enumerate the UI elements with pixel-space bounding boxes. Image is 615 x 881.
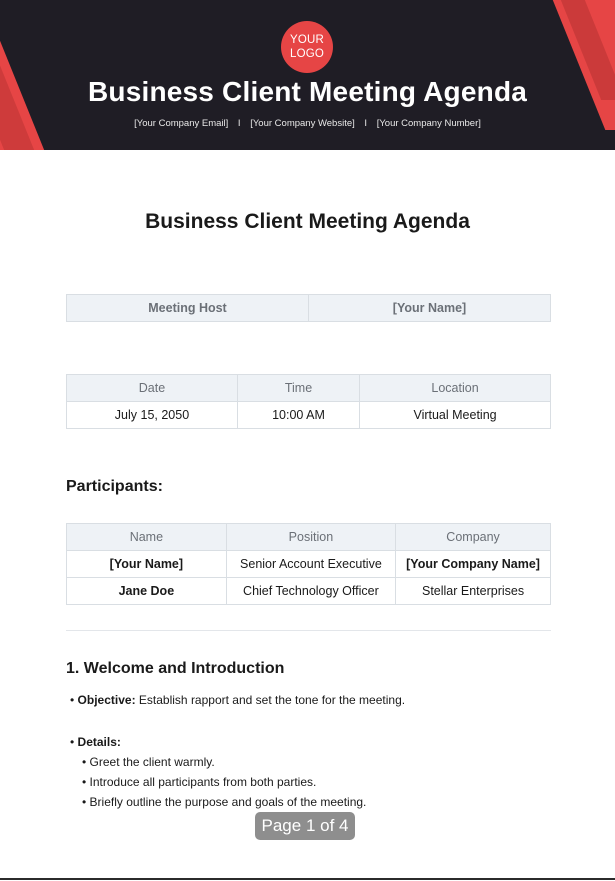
table-row: [67, 551, 551, 578]
separator: I: [364, 118, 368, 129]
table-row: [67, 295, 551, 322]
list-item: [82, 795, 366, 809]
bullet-icon: •: [82, 775, 87, 789]
bullet-icon: •: [82, 755, 87, 769]
column-header-time: Time: [237, 375, 359, 402]
separator: I: [237, 118, 241, 129]
detail-text: Introduce all participants from both parties.: [89, 775, 317, 789]
column-header-company: Company: [396, 524, 551, 551]
bullet-icon: •: [70, 693, 75, 707]
meeting-date: July 15, 2050: [67, 402, 238, 429]
meeting-location: Virtual Meeting: [360, 402, 551, 429]
meeting-host-table: [66, 294, 551, 322]
section-heading-welcome: 1. Welcome and Introduction: [66, 660, 285, 677]
meeting-info-table: [66, 374, 551, 429]
document-title: Business Client Meeting Agenda: [145, 210, 470, 233]
header-banner: [0, 0, 615, 150]
logo-text-line1: YOUR: [289, 34, 325, 46]
company-number: [Your Company Number]: [376, 118, 481, 129]
participant-company: Stellar Enterprises: [396, 578, 551, 605]
logo-text-line2: LOGO: [289, 48, 325, 60]
objective-text: Establish rapport and set the tone for the meeting.: [135, 693, 406, 707]
table-header-row: [67, 375, 551, 402]
participant-name: [Your Name]: [67, 551, 227, 578]
column-header-date: Date: [67, 375, 238, 402]
section-divider: [66, 630, 551, 631]
detail-text: Briefly outline the purpose and goals of the meeting.: [89, 795, 367, 809]
table-row: [67, 578, 551, 605]
column-header-location: Location: [360, 375, 551, 402]
participant-position: Chief Technology Officer: [226, 578, 395, 605]
company-email: [Your Company Email]: [134, 118, 229, 129]
banner-title: Business Client Meeting Agenda: [87, 76, 528, 107]
objective-label: Objective:: [77, 693, 136, 707]
table-row: [67, 402, 551, 429]
column-header-position: Position: [226, 524, 395, 551]
page-bottom-border: [0, 878, 615, 880]
participants-table: [66, 523, 551, 605]
meeting-host-label: Meeting Host: [67, 295, 309, 322]
participant-company: [Your Company Name]: [396, 551, 551, 578]
meeting-host-value: [Your Name]: [309, 295, 551, 322]
meeting-time: 10:00 AM: [237, 402, 359, 429]
page-indicator: Page 1 of 4: [255, 812, 355, 840]
company-contact-line: [0, 118, 615, 129]
detail-text: Greet the client warmly.: [89, 755, 215, 769]
table-header-row: [67, 524, 551, 551]
participant-position: Senior Account Executive: [226, 551, 395, 578]
participants-heading: Participants:: [66, 478, 163, 495]
list-item: [82, 755, 215, 769]
participant-name: Jane Doe: [67, 578, 227, 605]
company-logo: [281, 21, 333, 73]
details-label: Details:: [77, 735, 121, 749]
objective-item: [70, 693, 405, 707]
details-item: [70, 735, 121, 749]
list-item: [82, 775, 316, 789]
bullet-icon: •: [82, 795, 87, 809]
company-website: [Your Company Website]: [250, 118, 355, 129]
column-header-name: Name: [67, 524, 227, 551]
bullet-icon: •: [70, 735, 75, 749]
